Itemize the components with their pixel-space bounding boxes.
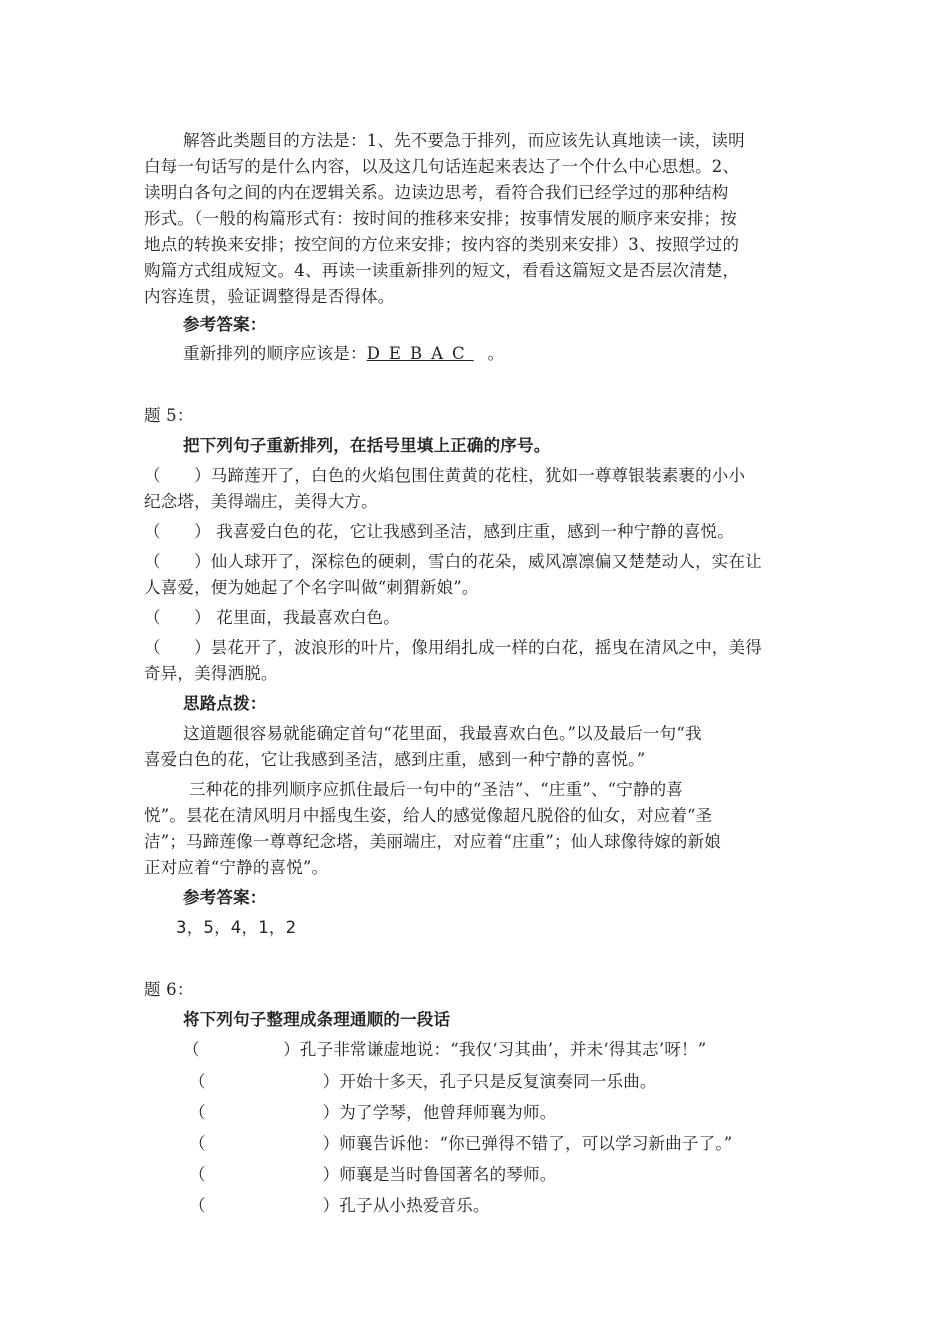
answer-suffix: 。 [487, 344, 505, 363]
section5-item-1-line-1: （ ）马蹄莲开了，白色的火焰包围住黄黄的花柱，犹如一尊尊银装素裹的小小 [144, 466, 746, 485]
section5-answer-heading: 参考答案： [183, 888, 267, 907]
method-line-5: 地点的转换来安排；按空间的方位来安排；按内容的类别来安排）3、按照学过的 [144, 235, 740, 254]
hint-p1-line-1: 这道题很容易就能确定首句“花里面，我最喜欢白色。”以及最后一句“我 [183, 724, 702, 743]
section4-answer-heading: 参考答案： [183, 315, 267, 334]
section5-hint-heading: 思路点拨： [183, 694, 267, 713]
method-line-3: 读明白各句之间的内在逻辑关系。边读边思考，看符合我们已经学过的那种结构 [144, 183, 729, 202]
hint-p2-line-3: 洁”；马蹄莲像一尊尊纪念塔，美丽端庄，对应着“庄重”；仙人球像待嫁的新娘 [144, 832, 722, 851]
section6-title: 题 6： [144, 980, 194, 999]
section5-item-4: （ ） 花里面，我最喜欢白色。 [144, 608, 400, 627]
section5-title: 题 5： [144, 406, 194, 425]
section6-item-3: （ ）为了学琴，他曾拜师襄为师。 [189, 1103, 557, 1122]
section6-item-2: （ ）开始十多天，孔子只是反复演奏同一乐曲。 [189, 1072, 657, 1091]
method-line-4: 形式。（一般的构篇形式有：按时间的推移来安排；按事情发展的顺序来安排；按 [144, 209, 737, 228]
answer-prefix: 重新排列的顺序应该是： [183, 344, 367, 363]
section5-item-3-line-1: （ ）仙人球开了，深棕色的硬刺，雪白的花朵，威风凛凛偏又楚楚动人，实在让 [144, 552, 762, 571]
section4-answer [183, 340, 504, 364]
section5-item-3-line-2: 人喜爱，便为她起了个名字叫做“刺猬新娘”。 [144, 578, 479, 597]
method-line-1: 解答此类题目的方法是：1、先不要急于排列，而应该先认真地读一读，读明 [183, 131, 745, 150]
method-line-2: 白每一句话写的是什么内容，以及这几句话连起来表达了一个什么中心思想。2、 [144, 157, 740, 176]
section5-item-5-line-2: 奇异，美得洒脱。 [144, 664, 278, 683]
answer-sequence: DEBAC [366, 344, 474, 363]
method-line-6: 购篇方式组成短文。4、再读一读重新排列的短文，看看这篇短文是否层次清楚， [144, 261, 740, 280]
section6-item-6: （ ）孔子从小热爱音乐。 [189, 1196, 490, 1215]
section6-item-5: （ ）师襄是当时鲁国著名的琴师。 [189, 1165, 557, 1184]
hint-p1-line-2: 喜爱白色的花，它让我感到圣洁，感到庄重，感到一种宁静的喜悦。” [144, 750, 646, 769]
hint-p2-line-1: 三种花的排列顺序应抓住最后一句中的“圣洁”、“庄重”、“宁静的喜 [189, 780, 684, 799]
section5-item-1-line-2: 纪念塔，美得端庄，美得大方。 [144, 492, 378, 511]
section5-item-5-line-1: （ ）昙花开了，波浪形的叶片，像用绢扎成一样的白花，摇曳在清风之中，美得 [144, 638, 762, 657]
section6-instruction: 将下列句子整理成条理通顺的一段话 [183, 1010, 451, 1029]
section6-item-1: （ ）孔子非常谦虚地说：“我仅‘习其曲’，并未‘得其志’呀！” [183, 1040, 707, 1059]
hint-p2-line-2: 悦”。昙花在清风明月中摇曳生姿，给人的感觉像超凡脱俗的仙女，对应着“圣 [144, 806, 713, 825]
section5-answer: 3，5，4，1，2 [176, 918, 297, 937]
method-line-7: 内容连贯，验证调整得是否得体。 [144, 287, 395, 306]
hint-p2-line-4: 正对应着“宁静的喜悦”。 [144, 858, 329, 877]
section6-item-4: （ ）师襄告诉他：“你已弹得不错了，可以学习新曲子了。” [189, 1134, 733, 1153]
section5-item-2: （ ） 我喜爱白色的花，它让我感到圣洁，感到庄重，感到一种宁静的喜悦。 [144, 522, 734, 541]
section5-instruction: 把下列句子重新排列，在括号里填上正确的序号。 [183, 436, 551, 455]
